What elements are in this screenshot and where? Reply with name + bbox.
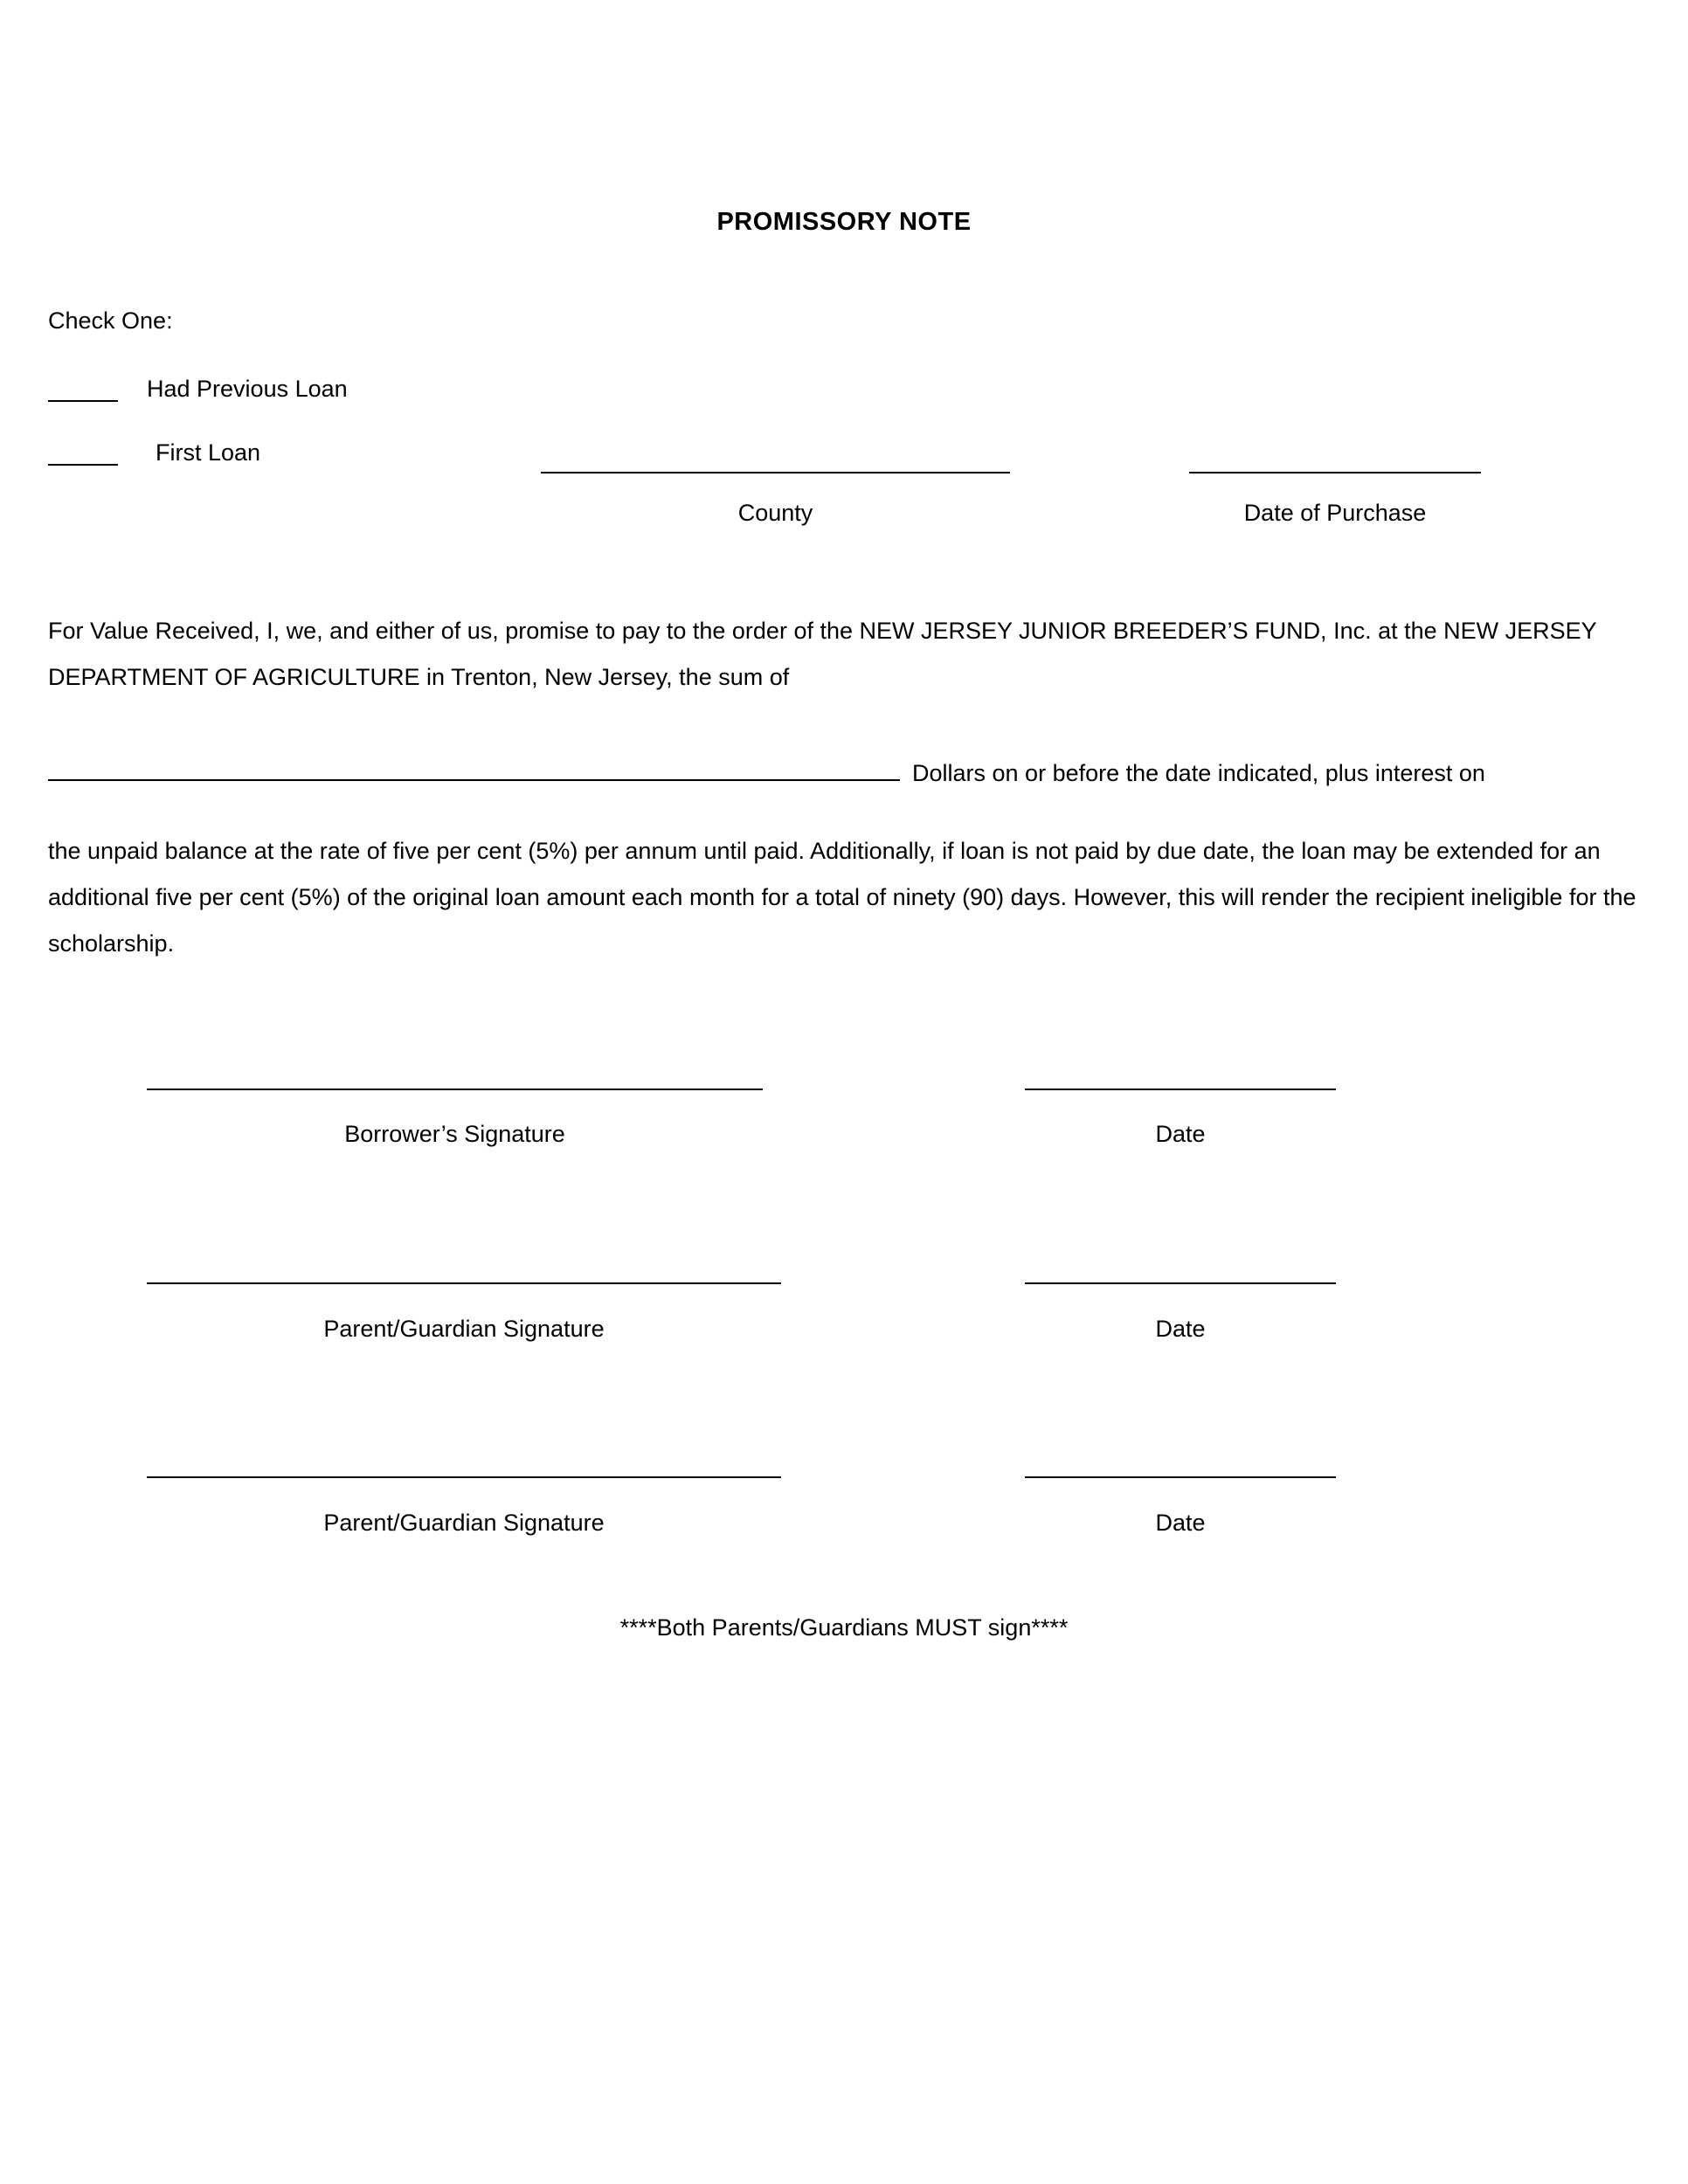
sum-blank-line <box>48 758 900 781</box>
date-of-purchase-label: Date of Purchase <box>1243 500 1427 526</box>
borrower-date-line <box>1025 1064 1336 1090</box>
dollars-clause: Dollars on or before the date indicated, plus interest on <box>912 760 1485 787</box>
parent-guardian-1-signature-line <box>147 1258 781 1284</box>
borrower-date-label: Date <box>1155 1121 1206 1147</box>
check-one-label: Check One: <box>48 308 173 334</box>
had-previous-loan-blank-line <box>48 376 118 402</box>
parent-guardian-2-date-line <box>1025 1452 1336 1478</box>
parent-guardian-1-date-line <box>1025 1258 1336 1284</box>
borrower-signature-label: Borrower’s Signature <box>344 1121 565 1147</box>
parent-guardian-1-date-label: Date <box>1155 1316 1206 1342</box>
footer-note: ****Both Parents/Guardians MUST sign**** <box>619 1614 1069 1641</box>
county-blank-line <box>541 447 1010 473</box>
parent-guardian-2-date-label: Date <box>1155 1510 1206 1536</box>
had-previous-loan-label: Had Previous Loan <box>147 376 348 402</box>
parent-guardian-1-signature-label: Parent/Guardian Signature <box>323 1316 605 1342</box>
paragraph-terms: the unpaid balance at the rate of five per cent (5%) per annum until paid. Additionally, if loan is not paid by due date, the loan may be extended for an additional five per cent (5%) of the original loan amount each month for a total of ninety (90) days. However, this will render the recipient ineligible for the scholarship. <box>48 838 1636 957</box>
first-loan-label: First Loan <box>156 439 261 466</box>
parent-guardian-2-signature-label: Parent/Guardian Signature <box>323 1510 605 1536</box>
borrower-signature-line <box>147 1064 763 1090</box>
first-loan-blank-line <box>48 439 118 466</box>
county-label: County <box>737 500 813 526</box>
paragraph-value-received: For Value Received, I, we, and either of us, promise to pay to the order of the NEW JERSEY JUNIOR BREEDER’S FUND, Inc. at the NEW JERSEY DEPARTMENT OF AGRICULTURE in Trenton, New Jersey, the sum of <box>48 618 1597 690</box>
date-of-purchase-blank-line <box>1189 447 1481 473</box>
sum-dollars-row <box>48 758 1647 787</box>
parent-guardian-2-signature-line <box>147 1452 781 1478</box>
document-title: PROMISSORY NOTE <box>716 208 972 236</box>
